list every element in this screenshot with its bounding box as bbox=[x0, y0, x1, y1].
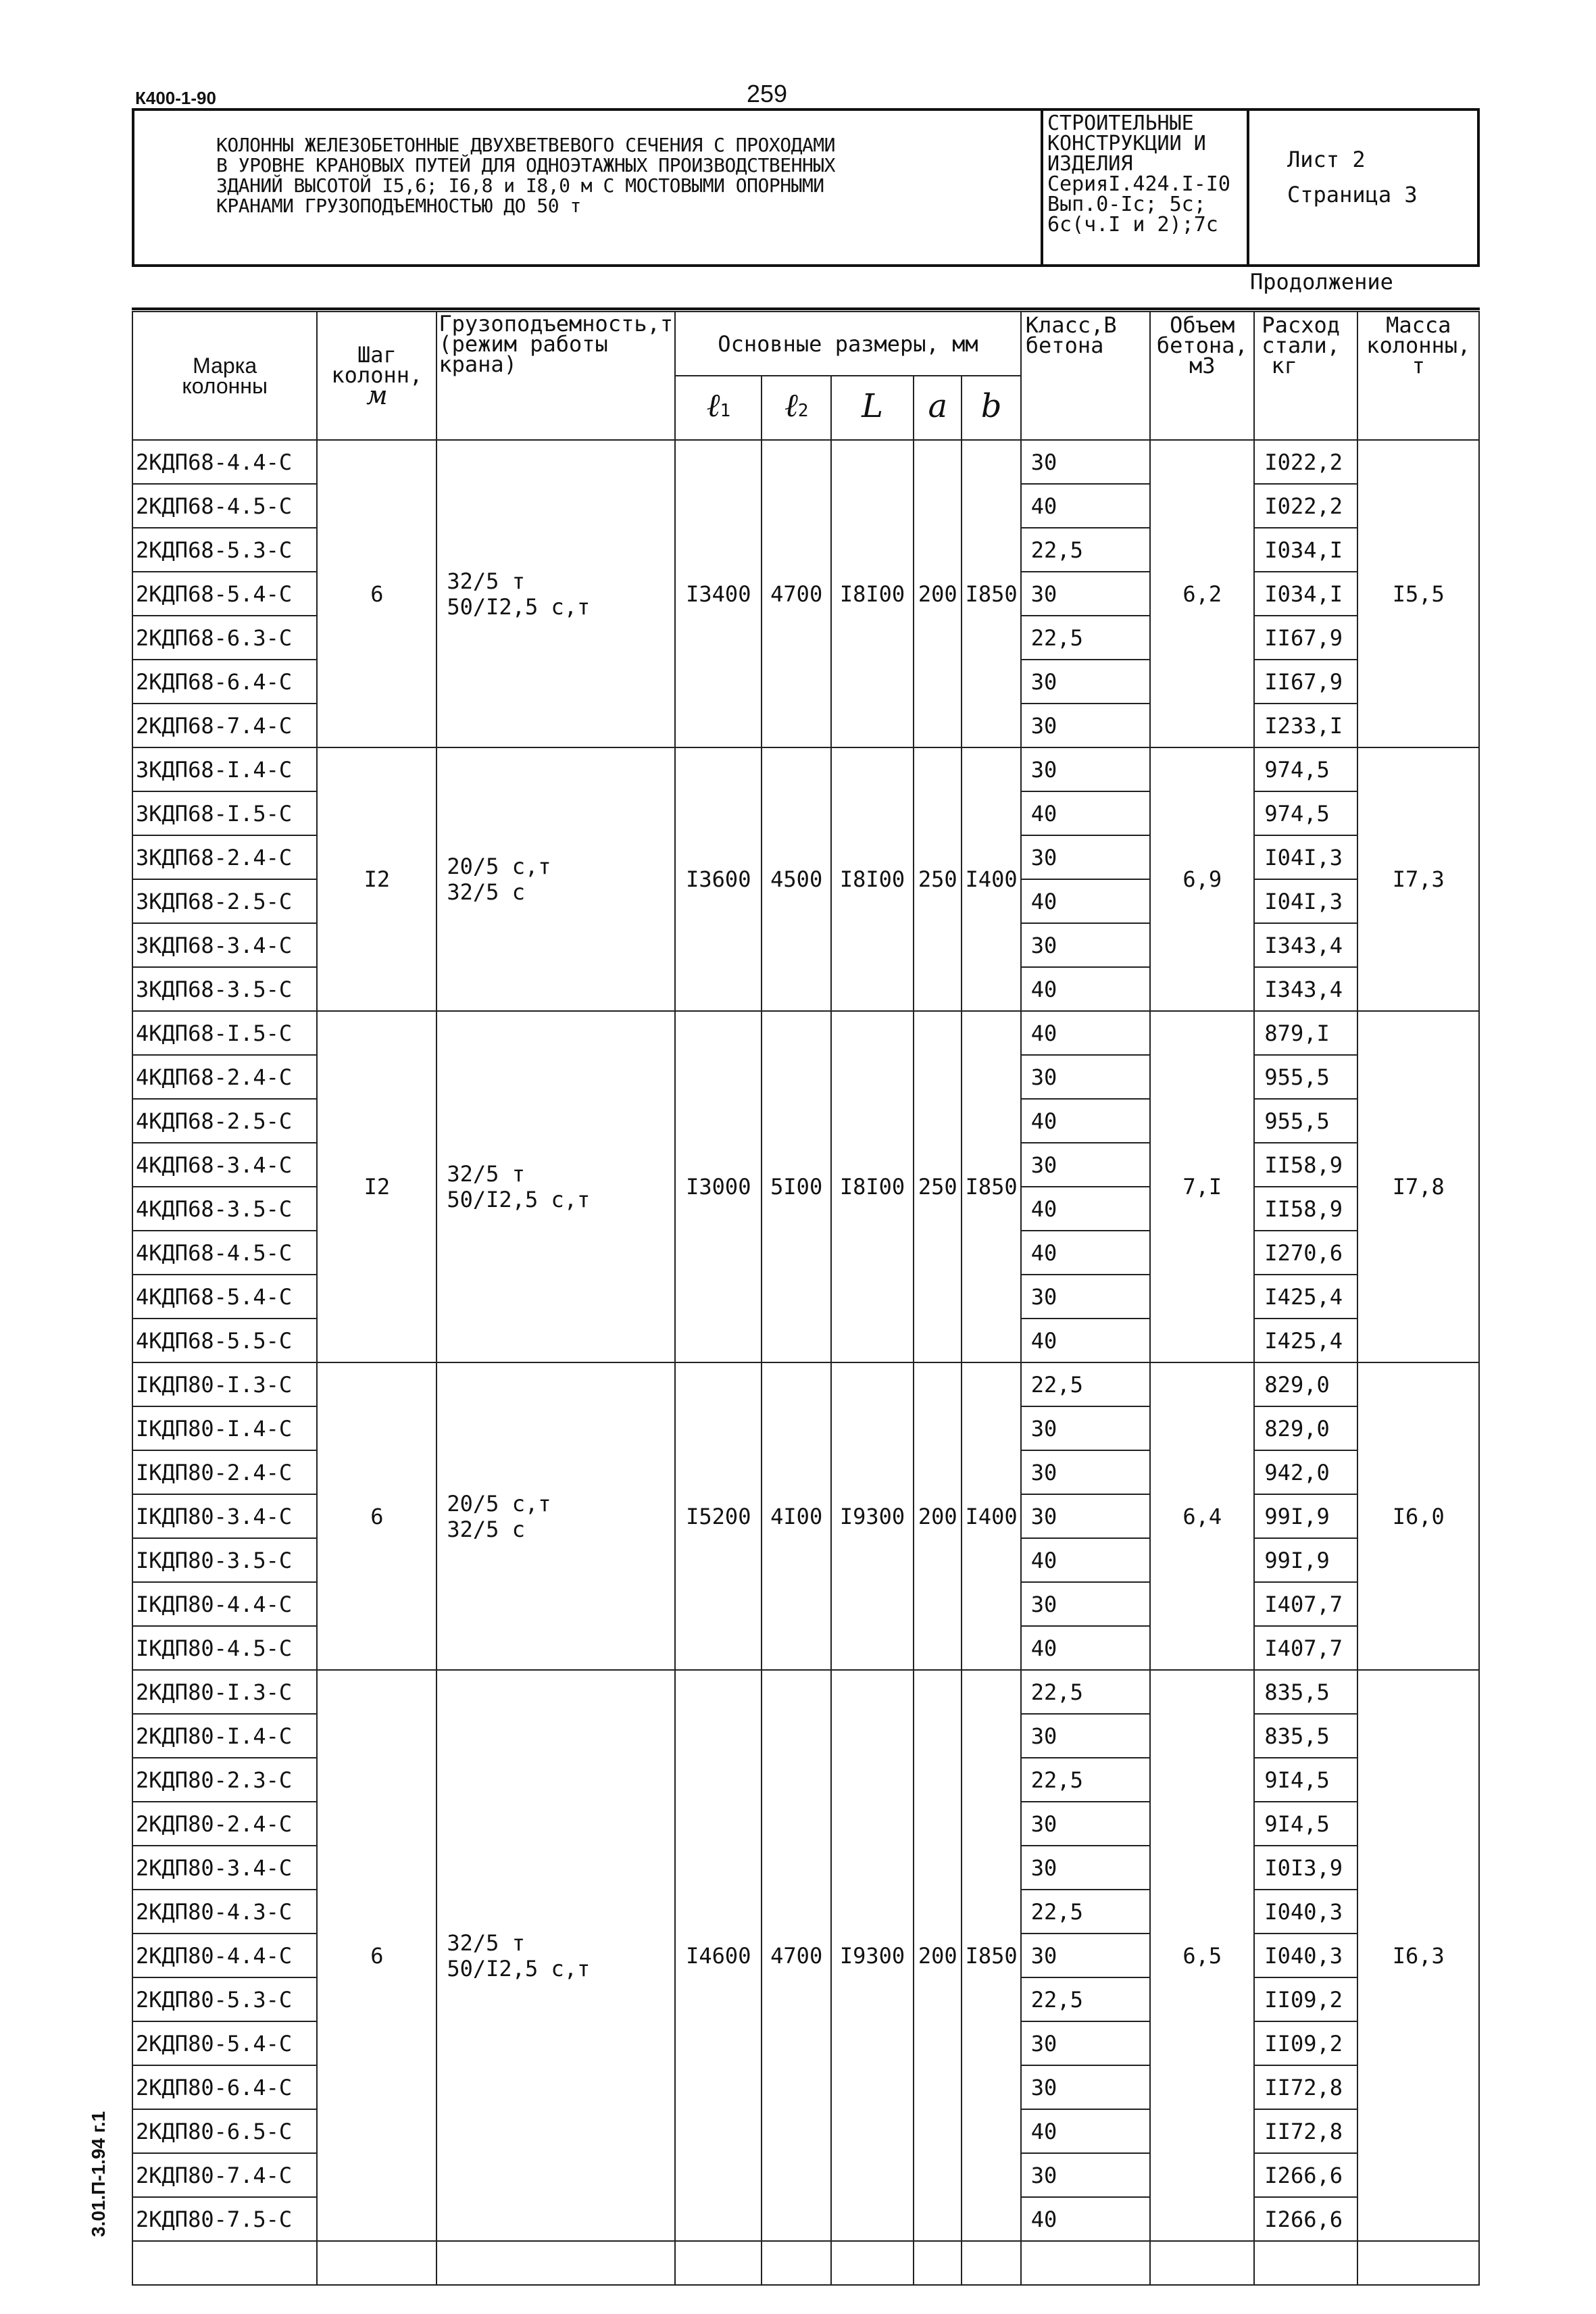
concrete-class-cell: 40 bbox=[1021, 2109, 1150, 2153]
steel-cell: 955,5 bbox=[1254, 1099, 1357, 1143]
steel-cell: I04I,3 bbox=[1254, 879, 1357, 923]
concrete-class-cell: 40 bbox=[1021, 967, 1150, 1011]
concrete-class-cell: 30 bbox=[1021, 440, 1150, 484]
capacity-cell bbox=[437, 747, 675, 1011]
step-cell: 6 bbox=[317, 440, 437, 747]
steel-cell: 955,5 bbox=[1254, 1055, 1357, 1099]
concrete-class-cell: 40 bbox=[1021, 2197, 1150, 2241]
header-a-symbol: a bbox=[928, 387, 948, 425]
column-mark-cell: 4КДП68-4.5-С bbox=[132, 1231, 317, 1275]
concrete-class-cell: 22,5 bbox=[1021, 1758, 1150, 1802]
column-mark-cell: 4КДП68-5.4-С bbox=[132, 1275, 317, 1319]
empty-cell bbox=[914, 2241, 962, 2285]
steel-cell: 99I,9 bbox=[1254, 1494, 1357, 1538]
steel-cell: I034,I bbox=[1254, 528, 1357, 572]
header-class bbox=[1021, 312, 1150, 440]
mass-cell: I5,5 bbox=[1357, 440, 1479, 747]
steel-cell: 879,I bbox=[1254, 1011, 1357, 1055]
mass-cell: I6,3 bbox=[1357, 1670, 1479, 2241]
column-mark-cell: 2КДП80-4.4-С bbox=[132, 1934, 317, 1977]
volume-cell: 6,4 bbox=[1150, 1362, 1254, 1670]
header-a bbox=[914, 376, 962, 440]
table-row bbox=[132, 1670, 1479, 1714]
column-mark-cell: 4КДП68-5.5-С bbox=[132, 1319, 317, 1362]
steel-cell: I0I3,9 bbox=[1254, 1846, 1357, 1890]
concrete-class-cell: 30 bbox=[1021, 660, 1150, 704]
table-row bbox=[132, 1362, 1479, 1406]
column-mark-cell: 2КДП80-5.4-С bbox=[132, 2021, 317, 2065]
empty-cell bbox=[317, 2241, 437, 2285]
empty-cell bbox=[1254, 2241, 1357, 2285]
continuation-label: Продолжение bbox=[1250, 269, 1393, 295]
series-line: 6с(ч.I и 2);7с bbox=[1047, 213, 1218, 237]
concrete-class-cell: 40 bbox=[1021, 1319, 1150, 1362]
header-b-symbol: b bbox=[980, 387, 1002, 425]
header-mark bbox=[132, 312, 317, 440]
title-line: ЗДАНИЙ ВЫСОТОЙ I5,6; I6,8 и I8,0 м С МОСТОВЫМИ ОПОРНЫМИ bbox=[216, 174, 824, 197]
concrete-class-cell: 30 bbox=[1021, 923, 1150, 967]
series-line: КОНСТРУКЦИИ И bbox=[1047, 132, 1206, 155]
header-volume bbox=[1150, 312, 1254, 440]
empty-cell bbox=[437, 2241, 675, 2285]
concrete-class-cell: 30 bbox=[1021, 572, 1150, 616]
steel-cell: II58,9 bbox=[1254, 1143, 1357, 1187]
column-mark-cell: 2КДП80-I.3-С bbox=[132, 1670, 317, 1714]
series-line: СТРОИТЕЛЬНЫЕ bbox=[1047, 112, 1194, 135]
column-mark-cell: 4КДП68-3.4-С bbox=[132, 1143, 317, 1187]
column-mark-cell: 2КДП80-2.4-С bbox=[132, 1802, 317, 1846]
empty-cell bbox=[1150, 2241, 1254, 2285]
steel-cell: I04I,3 bbox=[1254, 835, 1357, 879]
column-mark-cell: 2КДП68-7.4-С bbox=[132, 704, 317, 747]
dim-a-cell: 200 bbox=[914, 1670, 962, 2241]
title-line: В УРОВНЕ КРАНОВЫХ ПУТЕЙ ДЛЯ ОДНОЭТАЖНЫХ ПРОИЗВОДСТВЕННЫХ bbox=[216, 154, 836, 176]
dim-l1-cell: I3000 bbox=[675, 1011, 762, 1362]
series-line: ИЗДЕЛИЯ bbox=[1047, 152, 1133, 176]
capacity-cell bbox=[437, 440, 675, 747]
sheet-label: Лист 2 bbox=[1287, 147, 1366, 172]
dim-a-cell: 250 bbox=[914, 1011, 962, 1362]
empty-cell bbox=[831, 2241, 914, 2285]
empty-cell bbox=[132, 2241, 317, 2285]
steel-cell: I040,3 bbox=[1254, 1934, 1357, 1977]
empty-cell bbox=[762, 2241, 830, 2285]
mass-cell: I7,8 bbox=[1357, 1011, 1479, 1362]
capacity-line: 50/I2,5 с,т bbox=[447, 1955, 591, 1981]
steel-cell: I233,I bbox=[1254, 704, 1357, 747]
capacity-cell bbox=[437, 1362, 675, 1670]
steel-cell: I407,7 bbox=[1254, 1582, 1357, 1626]
steel-cell: II58,9 bbox=[1254, 1187, 1357, 1231]
steel-cell: 9I4,5 bbox=[1254, 1802, 1357, 1846]
concrete-class-cell: 22,5 bbox=[1021, 1362, 1150, 1406]
step-cell: 6 bbox=[317, 1670, 437, 2241]
capacity-line: 50/I2,5 с,т bbox=[447, 593, 591, 620]
mass-cell: I6,0 bbox=[1357, 1362, 1479, 1670]
column-mark-cell: 3КДП68-I.5-С bbox=[132, 791, 317, 835]
steel-cell: I266,6 bbox=[1254, 2197, 1357, 2241]
column-mark-cell: 2КДП68-6.3-С bbox=[132, 616, 317, 660]
dim-L-cell: I8I00 bbox=[831, 440, 914, 747]
steel-cell: 974,5 bbox=[1254, 791, 1357, 835]
steel-cell: II09,2 bbox=[1254, 2021, 1357, 2065]
dim-a-cell: 200 bbox=[914, 1362, 962, 1670]
concrete-class-cell: 30 bbox=[1021, 2065, 1150, 2109]
dim-b-cell: I850 bbox=[962, 440, 1020, 747]
concrete-class-cell: 30 bbox=[1021, 1802, 1150, 1846]
dim-L-cell: I9300 bbox=[831, 1670, 914, 2241]
dim-a-cell: 200 bbox=[914, 440, 962, 747]
steel-cell: II72,8 bbox=[1254, 2065, 1357, 2109]
steel-cell: II67,9 bbox=[1254, 660, 1357, 704]
dim-b-cell: I400 bbox=[962, 747, 1020, 1011]
concrete-class-cell: 22,5 bbox=[1021, 528, 1150, 572]
page-number: 259 bbox=[747, 80, 788, 107]
dim-l2-cell: 4I00 bbox=[762, 1362, 830, 1670]
column-mark-cell: 4КДП68-2.5-С bbox=[132, 1099, 317, 1143]
concrete-class-cell: 40 bbox=[1021, 484, 1150, 528]
steel-cell: 835,5 bbox=[1254, 1714, 1357, 1758]
concrete-class-cell: 22,5 bbox=[1021, 1670, 1150, 1714]
column-mark-cell: IКДП80-4.4-С bbox=[132, 1582, 317, 1626]
table-row bbox=[132, 747, 1479, 791]
capacity-cell bbox=[437, 1011, 675, 1362]
concrete-class-cell: 30 bbox=[1021, 835, 1150, 879]
header-dims-label: Основные размеры, мм bbox=[718, 330, 978, 357]
column-mark-cell: 3КДП68-I.4-С bbox=[132, 747, 317, 791]
series-info bbox=[1047, 114, 1243, 235]
table-row bbox=[132, 440, 1479, 484]
header-step-label: Шаг колонн, bbox=[331, 342, 423, 388]
dim-a-cell: 250 bbox=[914, 747, 962, 1011]
concrete-class-cell: 40 bbox=[1021, 879, 1150, 923]
column-mark-cell: 3КДП68-2.5-С bbox=[132, 879, 317, 923]
concrete-class-cell: 22,5 bbox=[1021, 1890, 1150, 1934]
empty-cell bbox=[1021, 2241, 1150, 2285]
volume-cell: 6,9 bbox=[1150, 747, 1254, 1011]
column-mark-cell: IКДП80-3.4-С bbox=[132, 1494, 317, 1538]
steel-cell: I343,4 bbox=[1254, 967, 1357, 1011]
header-step bbox=[317, 312, 437, 440]
steel-cell: II67,9 bbox=[1254, 616, 1357, 660]
column-mark-cell: 4КДП68-3.5-С bbox=[132, 1187, 317, 1231]
steel-cell: I040,3 bbox=[1254, 1890, 1357, 1934]
column-mark-cell: 4КДП68-I.5-С bbox=[132, 1011, 317, 1055]
columns-table bbox=[132, 311, 1480, 2286]
header-mass-unit: т bbox=[1412, 353, 1425, 378]
column-mark-cell: 2КДП80-I.4-С bbox=[132, 1714, 317, 1758]
volume-cell: 6,5 bbox=[1150, 1670, 1254, 2241]
concrete-class-cell: 30 bbox=[1021, 1406, 1150, 1450]
header-l1-symbol: ℓ bbox=[706, 386, 720, 424]
steel-cell: I022,2 bbox=[1254, 440, 1357, 484]
column-mark-cell: 3КДП68-3.4-С bbox=[132, 923, 317, 967]
dim-L-cell: I8I00 bbox=[831, 1011, 914, 1362]
column-mark-cell: IКДП80-I.4-С bbox=[132, 1406, 317, 1450]
capacity-cell bbox=[437, 1670, 675, 2241]
header-mass bbox=[1357, 312, 1479, 440]
steel-cell: I343,4 bbox=[1254, 923, 1357, 967]
concrete-class-cell: 30 bbox=[1021, 1934, 1150, 1977]
dim-b-cell: I850 bbox=[962, 1670, 1020, 2241]
table-body bbox=[132, 440, 1479, 2285]
steel-cell: II09,2 bbox=[1254, 1977, 1357, 2021]
header-steel-label: Расход стали, bbox=[1262, 312, 1340, 358]
concrete-class-cell: 22,5 bbox=[1021, 1977, 1150, 2021]
title-block-divider bbox=[1247, 108, 1249, 267]
dim-b-cell: I400 bbox=[962, 1362, 1020, 1670]
concrete-class-cell: 30 bbox=[1021, 704, 1150, 747]
steel-cell: II72,8 bbox=[1254, 2109, 1357, 2153]
title-block-divider bbox=[1041, 108, 1043, 267]
steel-cell: I407,7 bbox=[1254, 1626, 1357, 1670]
header-rule bbox=[132, 307, 1480, 310]
capacity-line: 32/5 т bbox=[447, 568, 525, 594]
dim-l1-cell: I4600 bbox=[675, 1670, 762, 2241]
header-steel-unit: кг bbox=[1271, 353, 1297, 378]
title-line: КОЛОННЫ ЖЕЛЕЗОБЕТОННЫЕ ДВУХВЕТВЕВОГО СЕЧЕНИЯ С ПРОХОДАМИ bbox=[216, 134, 836, 156]
header-steel bbox=[1254, 312, 1357, 440]
concrete-class-cell: 30 bbox=[1021, 1494, 1150, 1538]
column-mark-cell: 2КДП80-3.4-С bbox=[132, 1846, 317, 1890]
steel-cell: 835,5 bbox=[1254, 1670, 1357, 1714]
capacity-line: 50/I2,5 с,т bbox=[447, 1187, 591, 1212]
header-l1-sub: 1 bbox=[720, 400, 731, 421]
header-volume-unit: м3 bbox=[1189, 353, 1216, 378]
step-cell: I2 bbox=[317, 747, 437, 1011]
dim-b-cell: I850 bbox=[962, 1011, 1020, 1362]
steel-cell: I266,6 bbox=[1254, 2153, 1357, 2197]
concrete-class-cell: 40 bbox=[1021, 1011, 1150, 1055]
header-l2-sub: 2 bbox=[797, 400, 809, 421]
concrete-class-cell: 30 bbox=[1021, 1275, 1150, 1319]
column-mark-cell: IКДП80-2.4-С bbox=[132, 1450, 317, 1494]
concrete-class-cell: 30 bbox=[1021, 1055, 1150, 1099]
column-mark-cell: IКДП80-I.3-С bbox=[132, 1362, 317, 1406]
dim-l1-cell: I5200 bbox=[675, 1362, 762, 1670]
concrete-class-cell: 22,5 bbox=[1021, 616, 1150, 660]
concrete-class-cell: 30 bbox=[1021, 2153, 1150, 2197]
concrete-class-cell: 40 bbox=[1021, 1538, 1150, 1582]
column-mark-cell: IКДП80-4.5-С bbox=[132, 1626, 317, 1670]
steel-cell: I270,6 bbox=[1254, 1231, 1357, 1275]
column-mark-cell: 2КДП80-6.5-С bbox=[132, 2109, 317, 2153]
concrete-class-cell: 40 bbox=[1021, 791, 1150, 835]
empty-cell bbox=[962, 2241, 1020, 2285]
dim-L-cell: I9300 bbox=[831, 1362, 914, 1670]
header-l2-symbol: ℓ bbox=[784, 386, 798, 424]
concrete-class-cell: 40 bbox=[1021, 1626, 1150, 1670]
concrete-class-cell: 40 bbox=[1021, 1231, 1150, 1275]
column-mark-cell: 2КДП80-4.3-С bbox=[132, 1890, 317, 1934]
table-row bbox=[132, 1011, 1479, 1055]
series-line: Вып.0-Iс; 5с; bbox=[1047, 193, 1206, 216]
column-mark-cell: 4КДП68-2.4-С bbox=[132, 1055, 317, 1099]
header-mass-label: Масса колонны, bbox=[1366, 312, 1471, 358]
column-mark-cell: 2КДП68-5.3-С bbox=[132, 528, 317, 572]
column-mark-cell: 2КДП80-6.4-С bbox=[132, 2065, 317, 2109]
capacity-line: 32/5 с bbox=[447, 879, 525, 905]
column-mark-cell: 2КДП80-5.3-С bbox=[132, 1977, 317, 2021]
header-mark-label: Марка колонны bbox=[182, 353, 268, 398]
page-label: Страница 3 bbox=[1287, 182, 1418, 207]
dim-L-cell: I8I00 bbox=[831, 747, 914, 1011]
capacity-line: 32/5 т bbox=[447, 1929, 525, 1956]
dim-l2-cell: 5I00 bbox=[762, 1011, 830, 1362]
sheet-info bbox=[1287, 142, 1418, 212]
dim-l2-cell: 4500 bbox=[762, 747, 830, 1011]
table-row-empty bbox=[132, 2241, 1479, 2285]
side-document-code: 3.01.П-1.94 г.1 bbox=[88, 2111, 109, 2237]
header-l1 bbox=[675, 376, 762, 440]
volume-cell: 7,I bbox=[1150, 1011, 1254, 1362]
steel-cell: I022,2 bbox=[1254, 484, 1357, 528]
header-b bbox=[962, 376, 1020, 440]
concrete-class-cell: 30 bbox=[1021, 1582, 1150, 1626]
capacity-line: 32/5 т bbox=[447, 1161, 525, 1187]
steel-cell: I425,4 bbox=[1254, 1275, 1357, 1319]
dim-l1-cell: I3600 bbox=[675, 747, 762, 1011]
dim-l1-cell: I3400 bbox=[675, 440, 762, 747]
column-mark-cell: 2КДП80-7.5-С bbox=[132, 2197, 317, 2241]
volume-cell: 6,2 bbox=[1150, 440, 1254, 747]
header-class-label: Класс,В бетона bbox=[1025, 312, 1117, 358]
header-capacity-label: Грузоподъемность,т (режим работы крана) bbox=[439, 311, 674, 377]
header-l2 bbox=[762, 376, 830, 440]
header-capacity bbox=[437, 312, 675, 440]
column-mark-cell: 2КДП80-7.4-С bbox=[132, 2153, 317, 2197]
document-code: К400-1-90 bbox=[135, 88, 216, 108]
steel-cell: 942,0 bbox=[1254, 1450, 1357, 1494]
empty-cell bbox=[1357, 2241, 1479, 2285]
document-title bbox=[216, 135, 1027, 216]
step-cell: 6 bbox=[317, 1362, 437, 1670]
column-mark-cell: 3КДП68-3.5-С bbox=[132, 967, 317, 1011]
column-mark-cell: 2КДП68-5.4-С bbox=[132, 572, 317, 616]
steel-cell: I425,4 bbox=[1254, 1319, 1357, 1362]
steel-cell: 9I4,5 bbox=[1254, 1758, 1357, 1802]
dim-l2-cell: 4700 bbox=[762, 1670, 830, 2241]
capacity-line: 32/5 с bbox=[447, 1516, 525, 1542]
column-mark-cell: 2КДП68-4.5-С bbox=[132, 484, 317, 528]
header-dims bbox=[675, 312, 1021, 376]
empty-cell bbox=[675, 2241, 762, 2285]
steel-cell: 829,0 bbox=[1254, 1406, 1357, 1450]
title-line: КРАНАМИ ГРУЗОПОДЪЕМНОСТЬЮ ДО 50 т bbox=[216, 195, 581, 217]
concrete-class-cell: 40 bbox=[1021, 1187, 1150, 1231]
steel-cell: 974,5 bbox=[1254, 747, 1357, 791]
capacity-line: 20/5 с,т bbox=[447, 1490, 551, 1517]
concrete-class-cell: 30 bbox=[1021, 1143, 1150, 1187]
header-step-unit: м bbox=[366, 380, 388, 410]
header-L-symbol: L bbox=[862, 387, 883, 425]
concrete-class-cell: 30 bbox=[1021, 1846, 1150, 1890]
dim-l2-cell: 4700 bbox=[762, 440, 830, 747]
concrete-class-cell: 40 bbox=[1021, 1099, 1150, 1143]
concrete-class-cell: 30 bbox=[1021, 1450, 1150, 1494]
step-cell: I2 bbox=[317, 1011, 437, 1362]
concrete-class-cell: 30 bbox=[1021, 1714, 1150, 1758]
mass-cell: I7,3 bbox=[1357, 747, 1479, 1011]
steel-cell: 829,0 bbox=[1254, 1362, 1357, 1406]
column-mark-cell: 2КДП68-6.4-С bbox=[132, 660, 317, 704]
series-line: СерияI.424.I-I0 bbox=[1047, 172, 1230, 196]
column-mark-cell: 2КДП68-4.4-С bbox=[132, 440, 317, 484]
concrete-class-cell: 30 bbox=[1021, 2021, 1150, 2065]
capacity-line: 20/5 с,т bbox=[447, 854, 551, 879]
column-mark-cell: 3КДП68-2.4-С bbox=[132, 835, 317, 879]
column-mark-cell: IКДП80-3.5-С bbox=[132, 1538, 317, 1582]
steel-cell: I034,I bbox=[1254, 572, 1357, 616]
concrete-class-cell: 30 bbox=[1021, 747, 1150, 791]
header-volume-label: Объем бетона, bbox=[1156, 312, 1248, 358]
steel-cell: 99I,9 bbox=[1254, 1538, 1357, 1582]
column-mark-cell: 2КДП80-2.3-С bbox=[132, 1758, 317, 1802]
header-L bbox=[831, 376, 914, 440]
